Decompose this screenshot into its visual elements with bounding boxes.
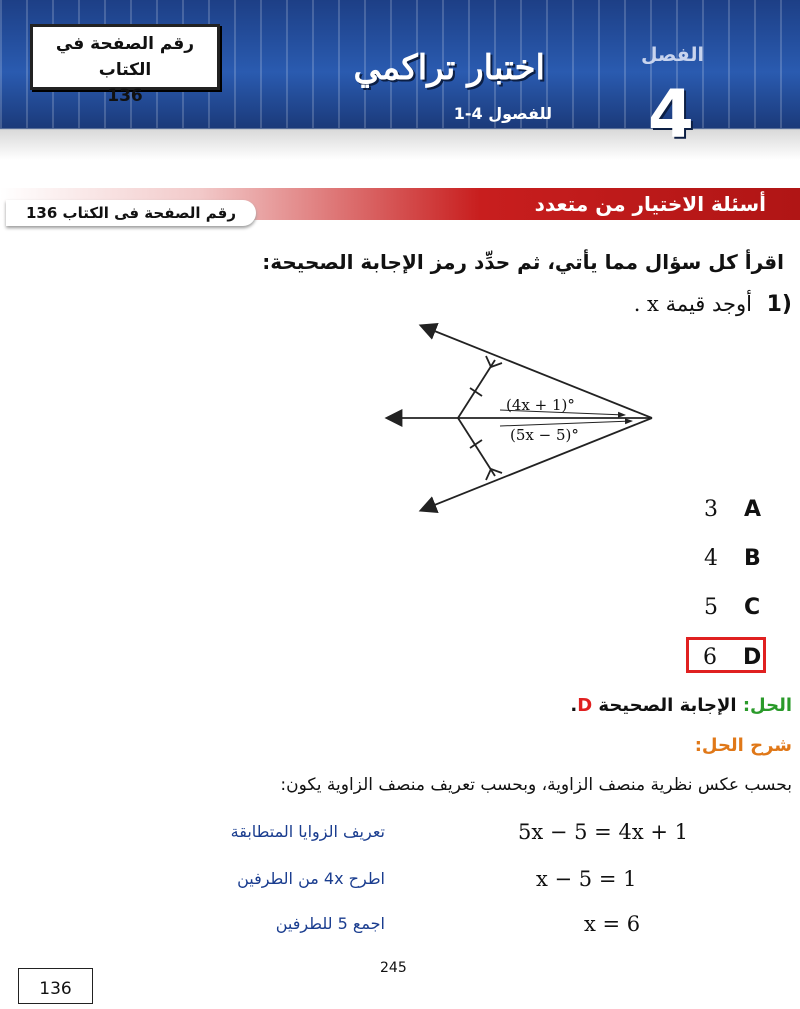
page-title: اختبار تراكمي [353, 48, 545, 88]
solution-line [570, 695, 792, 716]
instruction-text: اقرأ كل سؤال مما يأتي، ثم حدِّد رمز الإجابة الصحيحة: [262, 250, 784, 274]
upper-perpendicular [458, 360, 495, 418]
angle-label-bottom: (5x − 5)° [510, 426, 579, 444]
choice-c[interactable] [692, 590, 772, 626]
chapter-label: الفصل [640, 44, 704, 66]
book-page-box-label: رقم الصفحة في الكتاب [55, 34, 195, 80]
step-equation: 5x − 5 = 4x + 1 [518, 820, 688, 844]
step-equation: x − 5 = 1 [536, 867, 637, 891]
angle-bisector-diagram [380, 318, 680, 528]
step-reason: اجمع 5 للطرفين [275, 914, 385, 933]
choice-a[interactable] [692, 492, 772, 528]
book-page-box-number: 136 [107, 86, 143, 106]
solution-label: الحل: [742, 695, 792, 716]
solution-end: . [570, 695, 578, 716]
lower-perpendicular [458, 418, 495, 476]
angle-label-top: (4x + 1)° [506, 396, 575, 414]
page-subtitle: للفصول 4-1 [453, 104, 552, 123]
explanation-label: شرح الحل: [694, 735, 792, 756]
chapter-number: 4 [648, 76, 694, 153]
question-text: أوجد قيمة x . [633, 292, 752, 316]
book-page-number-box: 136 [18, 968, 93, 1004]
step-reason: اطرح 4x من الطرفين [237, 869, 385, 888]
step-equation: x = 6 [584, 912, 641, 936]
choice-value: 4 [704, 546, 718, 571]
section-page-ref: رقم الصفحة فى الكتاب 136 [6, 200, 256, 226]
book-page-box [30, 24, 220, 106]
footer-page-number: 245 [380, 960, 407, 976]
choice-value: 6 [703, 645, 717, 670]
choice-letter: B [744, 546, 761, 571]
solution-text: الإجابة الصحيحة [598, 695, 737, 716]
choice-b[interactable] [692, 541, 772, 577]
choice-letter: D [743, 645, 762, 670]
solution-answer: D [577, 695, 593, 716]
choice-letter: C [744, 595, 761, 620]
step-reason: تعريف الزوايا المتطابقة [230, 822, 385, 841]
question-number: 1) [766, 292, 792, 317]
explanation-text: بحسب عكس نظرية منصف الزاوية، وبحسب تعريف منصف الزاوية يكون: [280, 775, 792, 795]
choice-letter: A [744, 497, 762, 522]
diagram-rays [388, 326, 652, 510]
choice-value: 3 [704, 497, 718, 522]
choice-value: 5 [704, 595, 718, 620]
choice-d[interactable] [686, 637, 766, 673]
section-title: أسئلة الاختيار من متعدد [534, 192, 766, 216]
